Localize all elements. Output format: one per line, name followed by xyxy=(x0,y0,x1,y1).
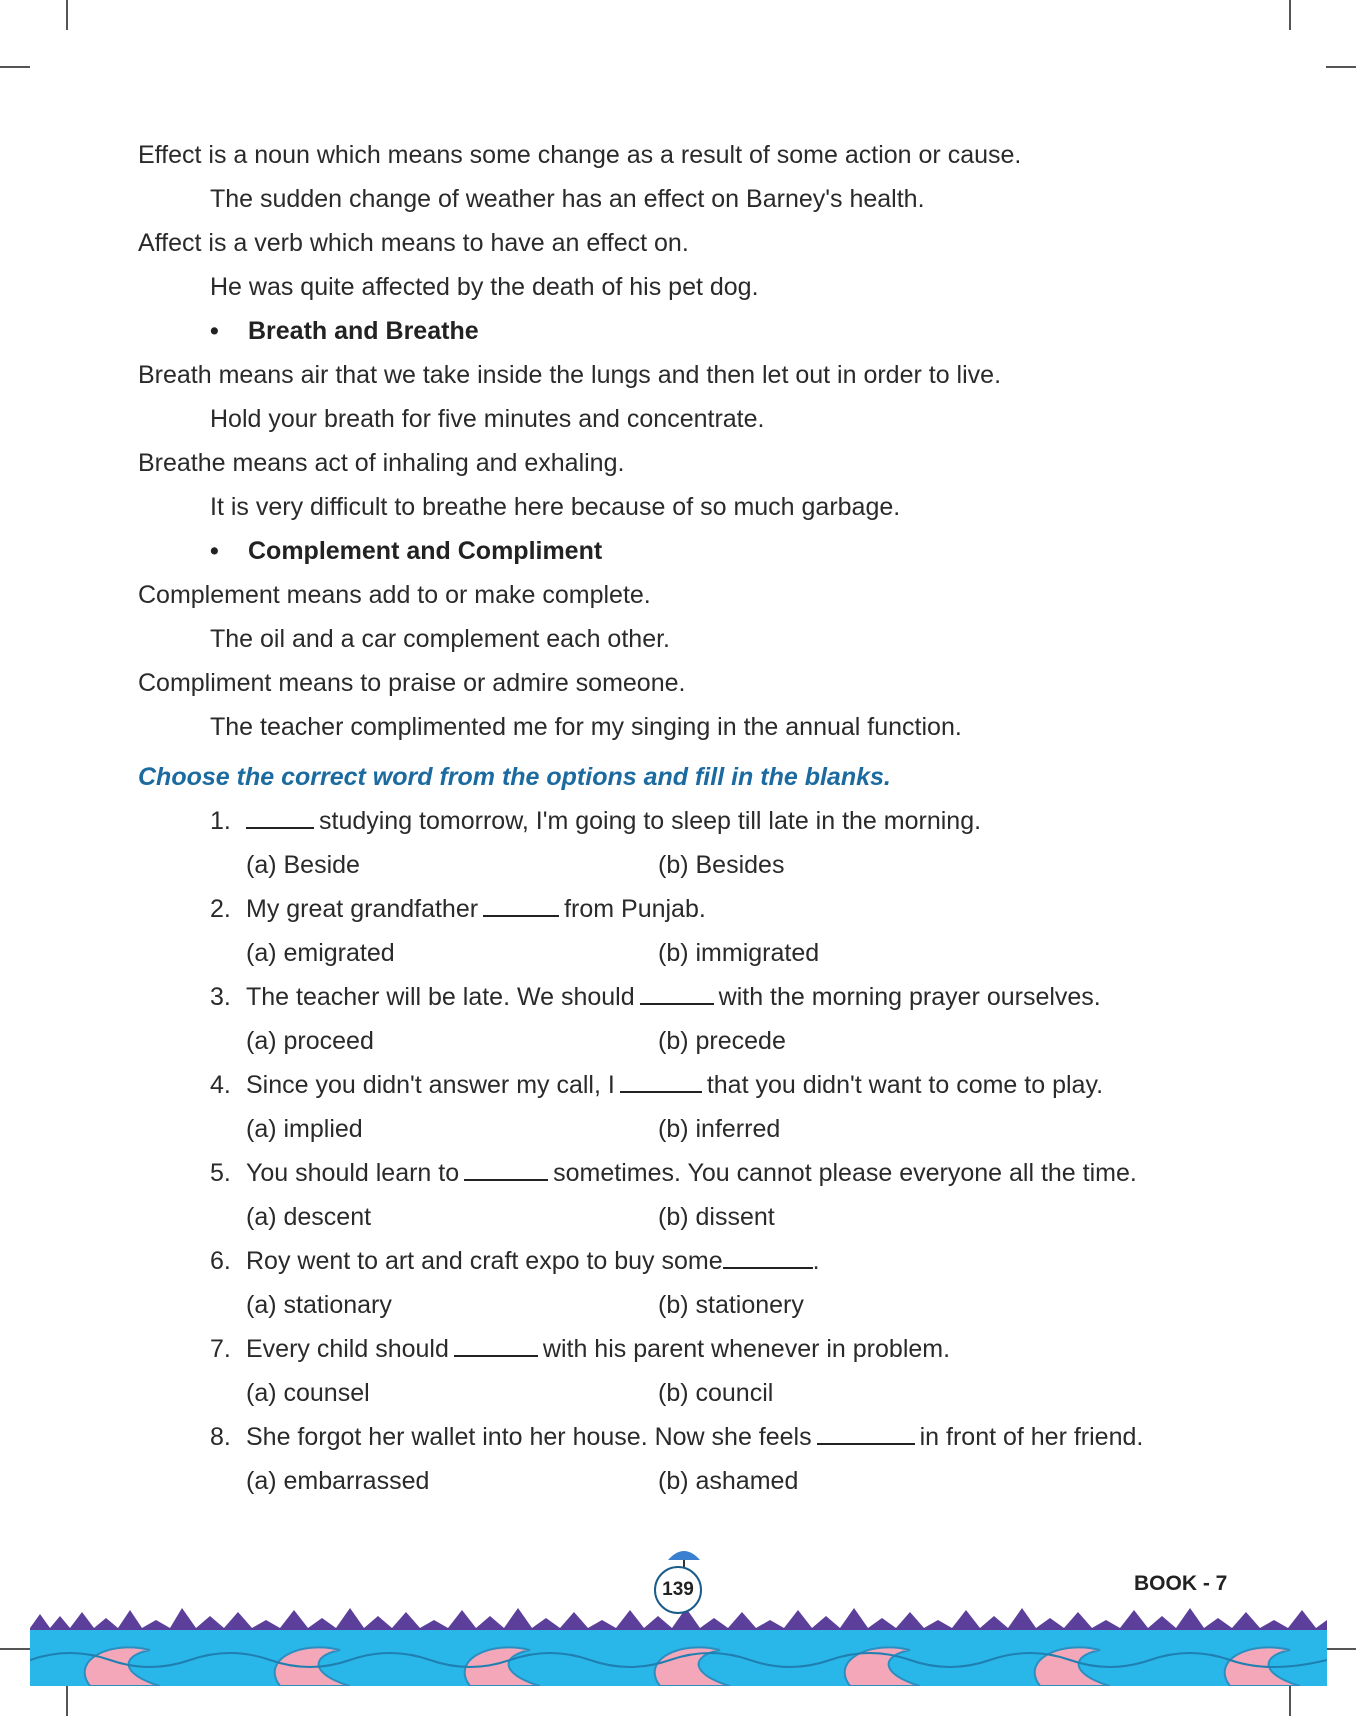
crop-mark xyxy=(1289,1686,1291,1716)
options-row xyxy=(138,843,1238,887)
question-number: 4. xyxy=(210,1071,231,1099)
question-number: 2. xyxy=(210,895,231,923)
section-heading-text: Breath and Breathe xyxy=(248,317,479,345)
question-text-after: with his parent whenever in problem. xyxy=(542,1335,951,1363)
options-row xyxy=(138,1195,1238,1239)
option-a[interactable]: (a) Beside xyxy=(246,851,360,879)
question-item xyxy=(138,1239,1238,1283)
crop-mark xyxy=(66,1686,68,1716)
question-text-before: She forgot her wallet into her house. Now she feels xyxy=(246,1423,812,1451)
section-heading xyxy=(138,529,1238,573)
crop-mark xyxy=(1326,66,1356,68)
option-b[interactable]: (b) council xyxy=(658,1379,774,1407)
question-number: 7. xyxy=(210,1335,231,1363)
question-item xyxy=(138,975,1238,1019)
option-a[interactable]: (a) emigrated xyxy=(246,939,395,967)
option-a[interactable]: (a) descent xyxy=(246,1203,372,1231)
definition-line: Effect is a noun which means some change as a result of some action or cause. xyxy=(138,141,1022,169)
answer-blank[interactable] xyxy=(454,1335,538,1357)
answer-blank[interactable] xyxy=(620,1071,702,1093)
options-row xyxy=(138,1019,1238,1063)
question-text-before: You should learn to xyxy=(246,1159,460,1187)
option-b[interactable]: (b) inferred xyxy=(658,1115,781,1143)
option-b[interactable]: (b) Besides xyxy=(658,851,785,879)
example-sentence: Hold your breath for five minutes and concentrate. xyxy=(210,405,765,433)
options-row xyxy=(138,1459,1238,1503)
question-text-after: that you didn't want to come to play. xyxy=(706,1071,1104,1099)
question-text-after: sometimes. You cannot please everyone all the time. xyxy=(553,1159,1137,1187)
definition-line: Breath means air that we take inside the lungs and then let out in order to live. xyxy=(138,361,1002,389)
crop-mark xyxy=(0,66,30,68)
page-content xyxy=(138,133,1238,1503)
section-heading xyxy=(138,309,1238,353)
answer-blank[interactable] xyxy=(817,1423,915,1445)
question-item xyxy=(138,799,1238,843)
example-sentence: The sudden change of weather has an effect on Barney's health. xyxy=(210,185,925,213)
example-sentence: The oil and a car complement each other. xyxy=(210,625,670,653)
answer-blank[interactable] xyxy=(464,1159,548,1181)
page-number: 139 xyxy=(654,1566,702,1614)
answer-blank[interactable] xyxy=(723,1247,813,1269)
option-b[interactable]: (b) stationery xyxy=(658,1291,804,1319)
crop-mark xyxy=(1289,0,1291,30)
option-a[interactable]: (a) counsel xyxy=(246,1379,370,1407)
bullet-icon: • xyxy=(210,537,219,565)
question-text-after: studying tomorrow, I'm going to sleep till late in the morning. xyxy=(319,807,982,835)
question-text-before: Since you didn't answer my call, I xyxy=(246,1071,615,1099)
definition-line: Affect is a verb which means to have an effect on. xyxy=(138,229,689,257)
option-b[interactable]: (b) immigrated xyxy=(658,939,820,967)
question-item xyxy=(138,1415,1238,1459)
answer-blank[interactable] xyxy=(640,983,714,1005)
question-text-after: with the morning prayer ourselves. xyxy=(718,983,1101,1011)
exercise-instruction: Choose the correct word from the options and fill in the blanks. xyxy=(138,763,891,791)
option-a[interactable]: (a) embarrassed xyxy=(246,1467,430,1495)
option-b[interactable]: (b) precede xyxy=(658,1027,786,1055)
question-item xyxy=(138,1151,1238,1195)
answer-blank[interactable] xyxy=(246,807,314,829)
crop-mark xyxy=(0,1648,30,1650)
example-sentence: He was quite affected by the death of his pet dog. xyxy=(210,273,759,301)
question-text-before: Roy went to art and craft expo to buy some xyxy=(246,1247,723,1275)
section-heading-text: Complement and Compliment xyxy=(248,537,603,565)
example-sentence: The teacher complimented me for my singing in the annual function. xyxy=(210,713,962,741)
option-b[interactable]: (b) dissent xyxy=(658,1203,775,1231)
example-sentence: It is very difficult to breathe here because of so much garbage. xyxy=(210,493,901,521)
book-label: BOOK - 7 xyxy=(1134,1572,1228,1595)
question-item xyxy=(138,887,1238,931)
crop-mark xyxy=(1326,1648,1356,1650)
definition-line: Breathe means act of inhaling and exhaling. xyxy=(138,449,625,477)
question-item xyxy=(138,1327,1238,1371)
definition-line: Compliment means to praise or admire someone. xyxy=(138,669,686,697)
options-row xyxy=(138,1283,1238,1327)
options-row xyxy=(138,1107,1238,1151)
question-text-after: in front of her friend. xyxy=(919,1423,1144,1451)
option-a[interactable]: (a) proceed xyxy=(246,1027,374,1055)
options-row xyxy=(138,1371,1238,1415)
option-a[interactable]: (a) stationary xyxy=(246,1291,392,1319)
option-b[interactable]: (b) ashamed xyxy=(658,1467,799,1495)
question-text-before: My great grandfather xyxy=(246,895,479,923)
question-text-before: The teacher will be late. We should xyxy=(246,983,635,1011)
question-number: 8. xyxy=(210,1423,231,1451)
question-text-before: Every child should xyxy=(246,1335,449,1363)
answer-blank[interactable] xyxy=(483,895,559,917)
definition-line: Complement means add to or make complete. xyxy=(138,581,651,609)
bullet-icon: • xyxy=(210,317,219,345)
question-number: 3. xyxy=(210,983,231,1011)
crop-mark xyxy=(66,0,68,30)
question-number: 1. xyxy=(210,807,231,835)
question-text-after: from Punjab. xyxy=(564,895,706,923)
options-row xyxy=(138,931,1238,975)
question-number: 6. xyxy=(210,1247,231,1275)
question-item xyxy=(138,1063,1238,1107)
question-text-after: . xyxy=(812,1247,820,1275)
option-a[interactable]: (a) implied xyxy=(246,1115,363,1143)
question-number: 5. xyxy=(210,1159,231,1187)
